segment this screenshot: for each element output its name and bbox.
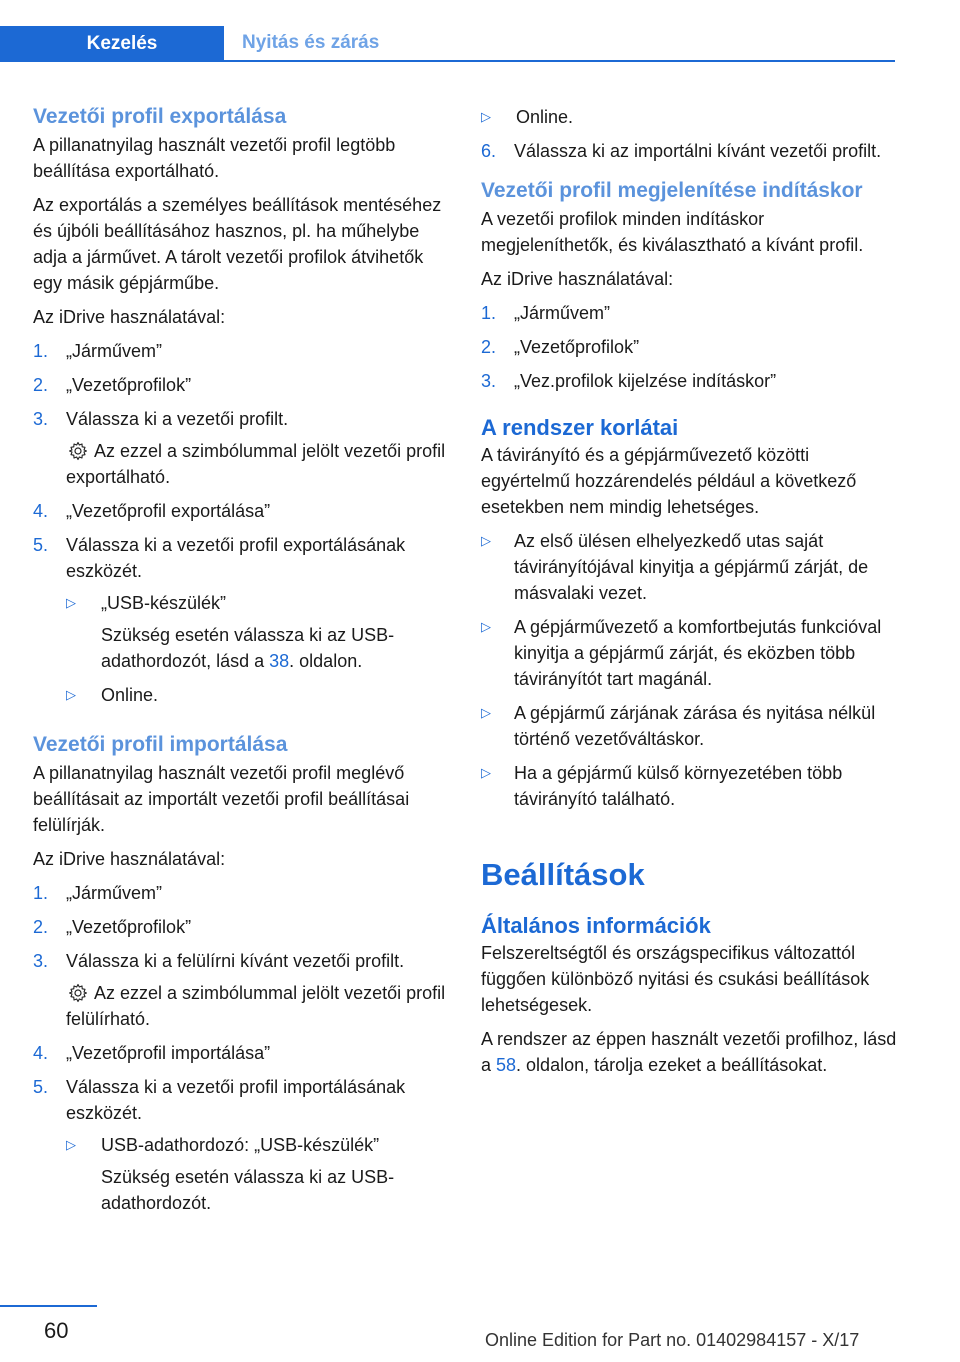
step-number: 3. (33, 409, 49, 429)
bullet-text: Az első ülésen elhelyezkedő utas saját távirányítójával kinyitja a gépjármű zárját, de másvalaki vezet. (514, 531, 869, 603)
settings-text: A rendszer az éppen használt vezetői profilhoz, lásd a (481, 1029, 897, 1075)
list-item (481, 368, 901, 394)
option-text: Online. (101, 685, 159, 705)
bullet-text: A gépjárművezető a komfortbejutás funkcióval kinyitja a gépjármű zárját, és eközben több távirányítót tart magánál. (514, 617, 882, 689)
step-number: 1. (33, 883, 49, 903)
triangle-bullet-icon: ▷ (481, 109, 491, 124)
settings-gear-icon (68, 441, 88, 461)
step-number: 2. (33, 375, 49, 395)
list-item (33, 880, 448, 906)
general-info-heading: Általános információk (481, 913, 711, 938)
list-item (33, 372, 448, 398)
symbol-note (66, 438, 448, 490)
step-text: „Járművem” (514, 303, 611, 323)
list-item (33, 1040, 448, 1066)
export-paragraph: Az iDrive használatával: (33, 307, 226, 327)
triangle-bullet-icon: ▷ (481, 533, 491, 548)
list-item (481, 614, 901, 692)
step-number: 3. (33, 951, 49, 971)
step-text: „Vezetőprofil importálása” (66, 1043, 271, 1063)
list-item (481, 138, 901, 164)
list-item (481, 700, 901, 752)
list-item (66, 590, 448, 674)
settings-gear-icon (68, 983, 88, 1003)
list-item (33, 532, 448, 708)
step-number: 1. (481, 303, 497, 323)
page-link[interactable]: 58 (496, 1055, 517, 1075)
list-item (33, 498, 448, 524)
step-text: Válassza ki a vezetői profilt. (66, 409, 289, 429)
step-text: „Vezetőprofilok” (66, 375, 192, 395)
export-steps (33, 338, 448, 708)
settings-paragraph (481, 1026, 901, 1078)
page-link[interactable]: 38 (269, 651, 290, 671)
list-item (66, 682, 448, 708)
triangle-bullet-icon: ▷ (481, 619, 491, 634)
list-item (33, 406, 448, 490)
step-text: Válassza ki a vezetői profil exportálásának eszközét. (66, 535, 406, 581)
step-number: 1. (33, 341, 49, 361)
step-number: 2. (481, 337, 497, 357)
step-number: 3. (481, 371, 497, 391)
usb-note: Szükség esetén válassza ki az USB-adathordozót. (101, 1167, 395, 1213)
limits-heading: A rendszer korlátai (481, 415, 679, 440)
step-text: „Vezetőprofil exportálása” (66, 501, 271, 521)
step-text: Válassza ki a felülírni kívánt vezetői profilt. (66, 951, 405, 971)
list-item (33, 1074, 448, 1216)
note-text: Az ezzel a szimbólummal jelölt vezetői profil felülírható. (66, 983, 446, 1029)
display-paragraph: Az iDrive használatával: (481, 269, 674, 289)
triangle-bullet-icon: ▷ (66, 687, 76, 702)
left-column (33, 104, 448, 1224)
list-item (33, 948, 448, 1032)
step-text: „Vezetőprofilok” (514, 337, 640, 357)
bullet-text: A gépjármű zárjának zárása és nyitása nélkül történő vezetőváltáskor. (514, 703, 876, 749)
export-media-options (66, 590, 448, 708)
list-item (33, 914, 448, 940)
import-media-options-continued (481, 104, 901, 130)
display-steps (481, 300, 901, 394)
option-text: USB-adathordozó: „USB-készülék” (101, 1135, 380, 1155)
list-item (481, 528, 901, 606)
step-text: Válassza ki a vezetői profil importálásának eszközét. (66, 1077, 406, 1123)
step-number: 2. (33, 917, 49, 937)
import-steps (33, 880, 448, 1216)
step-number: 6. (481, 141, 497, 161)
option-text: „USB-készülék” (101, 593, 227, 613)
edition-note: Online Edition for Part no. 01402984157 - X/17 (485, 1330, 860, 1350)
display-paragraph: A vezetői profilok minden indításkor megjeleníthetők, és kiválasztható a kívánt profil. (481, 209, 864, 255)
step-number: 4. (33, 1043, 49, 1063)
import-steps-continued (481, 138, 901, 164)
export-paragraph: Az exportálás a személyes beállítások mentéséhez és újbóli beállításához hasznos, pl. ha műhelybe adja a járművet. A tárolt vezetői profilok átvihetők egy másik gépjárműbe. (33, 195, 442, 293)
list-item (481, 760, 901, 812)
step-number: 4. (33, 501, 49, 521)
export-heading: Vezetői profil exportálása (33, 105, 287, 128)
display-heading: Vezetői profil megjelenítése indításkor (481, 179, 863, 202)
symbol-note (66, 980, 448, 1032)
right-column (481, 104, 901, 1086)
header-rule (0, 60, 895, 62)
usb-note (101, 622, 448, 674)
settings-heading: Beállítások (481, 857, 645, 892)
step-text: „Járművem” (66, 341, 163, 361)
list-item (481, 334, 901, 360)
list-item (481, 300, 901, 326)
step-text: „Vez.profilok kijelzése indításkor” (514, 371, 777, 391)
settings-paragraph: Felszereltségtől és országspecifikus változattól függően különböző nyitási és csukási beállítások lehetségesek. (481, 943, 870, 1015)
list-item (481, 104, 901, 130)
triangle-bullet-icon: ▷ (481, 765, 491, 780)
bullet-text: Ha a gépjármű külső környezetében több távirányító található. (514, 763, 843, 809)
usb-note-text: Szükség esetén válassza ki az USB-adathordozót, lásd a (101, 625, 395, 671)
triangle-bullet-icon: ▷ (66, 595, 76, 610)
limits-paragraph: A távirányító és a gépjárművezető közötti egyértelmű hozzárendelés például a következő esetekben nem mindig lehetséges. (481, 445, 857, 517)
import-paragraph: Az iDrive használatával: (33, 849, 226, 869)
import-paragraph: A pillanatnyilag használt vezetői profil meglévő beállításait az importált vezetői profil beállításai felülírják. (33, 763, 410, 835)
usb-note-text-end: . oldalon. (289, 651, 363, 671)
settings-text-end: . oldalon, tárolja ezeket a beállításokat. (516, 1055, 828, 1075)
triangle-bullet-icon: ▷ (66, 1137, 76, 1152)
list-item (66, 1132, 448, 1216)
export-paragraph: A pillanatnyilag használt vezetői profil legtöbb beállítása exportálható. (33, 135, 396, 181)
limits-bullets (481, 528, 901, 812)
note-text: Az ezzel a szimbólummal jelölt vezetői profil exportálható. (66, 441, 446, 487)
step-number: 5. (33, 1077, 49, 1097)
list-item (33, 338, 448, 364)
step-text: „Vezetőprofilok” (66, 917, 192, 937)
section-tab-subsection: Nyitás és zárás (242, 32, 380, 53)
step-number: 5. (33, 535, 49, 555)
section-tab-active: Kezelés (0, 26, 224, 62)
step-text: „Járművem” (66, 883, 163, 903)
triangle-bullet-icon: ▷ (481, 705, 491, 720)
import-heading: Vezetői profil importálása (33, 733, 288, 756)
page-number: 60 (44, 1318, 69, 1343)
footer-rule (0, 1305, 97, 1307)
step-text: Válassza ki az importálni kívánt vezetői profilt. (514, 141, 882, 161)
import-media-options (66, 1132, 448, 1216)
option-text: Online. (516, 107, 574, 127)
